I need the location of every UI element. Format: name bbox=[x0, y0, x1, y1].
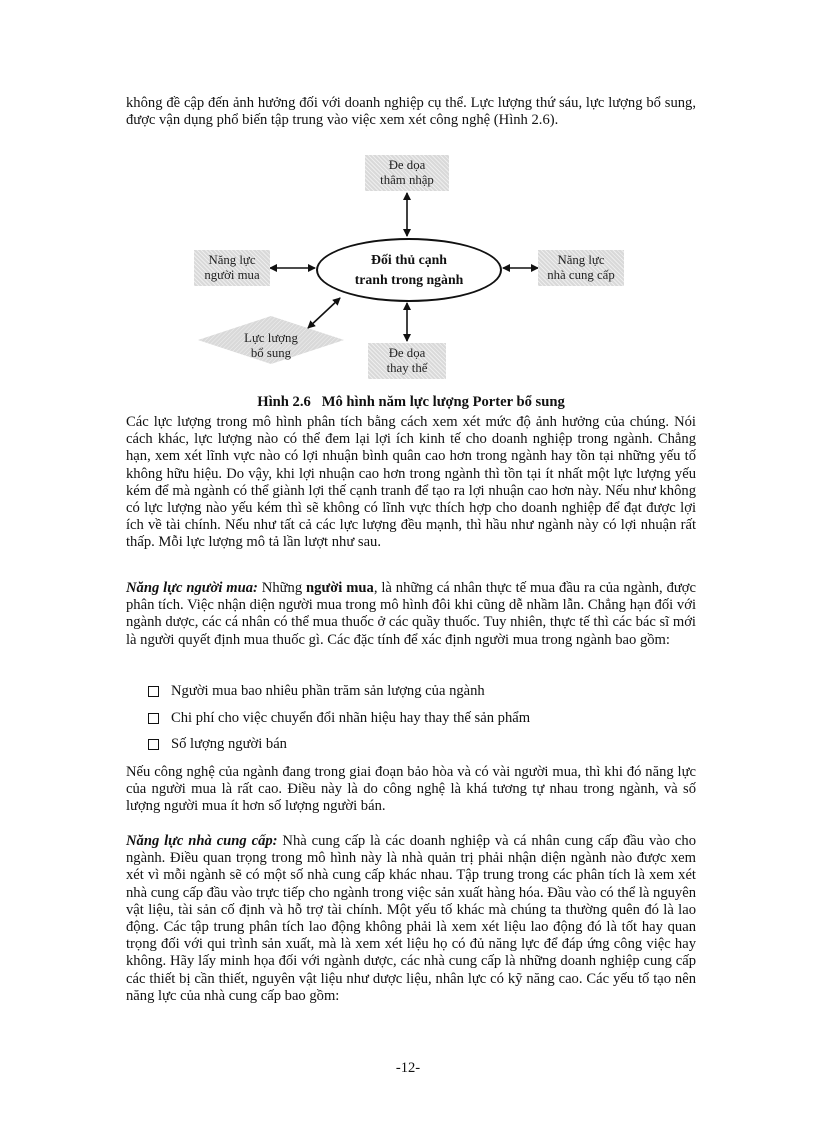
intro-paragraph: không đề cập đến ảnh hưởng đối với doanh nghiệp cụ thể. Lực lượng thứ sáu, lực lượng bổ sung, được vận dụng phổ biến tập trung vào việc xem xét công nghệ (Hình 2.6). bbox=[126, 95, 696, 129]
list-item bbox=[148, 683, 688, 700]
supplier-power-line1: Năng lực bbox=[557, 253, 605, 267]
list-item-text: Người mua bao nhiêu phần trăm sản lượng của ngành bbox=[171, 683, 485, 699]
buyer-power-paragraph bbox=[126, 580, 696, 649]
checkbox-bullet-icon bbox=[148, 713, 159, 724]
checkbox-bullet-icon bbox=[148, 739, 159, 750]
supplier-text: Nhà cung cấp là các doanh nghiệp và cá nhân cung cấp đầu vào cho ngành. Điều quan trọng trong mô hình này là nhà quản trị phải nhận diện ngành nào được xem xét vì mỗi ngành sẽ có một số nhà cung cấp khác nhau. Tập trung trong các phân tích là xem xét nhà cung cấp đầu vào trực tiếp cho ngành trong việc sản xuất hàng hóa. Đầu vào có thể là nguyên vật liệu, tài sản cố định và hỗ trợ tài chính. Một yếu tố khác mà chúng ta thường quên đó là lao động. Các tập trung phân tích lao động không phải là xem xét liệu lao động đó là tốt hay quan trọng đối với qui trình sản xuất, mà là xem xét liệu họ có đủ năng lực để đáp ứng công việc hay không. Hãy lấy minh họa đối với ngành dược, các nhà cung cấp là những doanh nghiệp cung cấp các thiết bị cần thiết, nguyên vật liệu như dược liệu, nhân lực có kỹ năng cao. Các yếu tố tạo nên năng lực của nhà cung cấp bao gồm: bbox=[126, 833, 696, 1004]
buyer-text-a: Những bbox=[257, 580, 307, 596]
page-number: -12- bbox=[395, 1060, 421, 1076]
forces-paragraph: Các lực lượng trong mô hình phân tích bằng cách xem xét mức độ ảnh hưởng của chúng. Nói cách khác, lực lượng nào có thể đem lại lợi ích kinh tế cho doanh nghiệp trong ngành. Chẳng hạn, xem xét lĩnh vực nào có lợi nhuận bình quân cao hơn trong ngành hay tồn tại những yếu tố không hữu hiệu. Do vậy, khi lợi nhuận cao hơn trong ngành thì tồn tại ít nhất một lực lượng yếu kém để mà ngành có thể giành lợi thế cạnh tranh để tạo ra lợi nhuận cao hơn này. Nếu như không có lực lượng nào yếu kém thì sẽ không có lĩnh vực thích hợp cho doanh nghiệp để đạt được lợi ích về tài chính. Nếu như tất cả các lực lượng đều mạnh, thì hầu như ngành này có lợi nhuận rất thấp. Mỗi lực lượng mô tả lần lượt như sau. bbox=[126, 414, 696, 551]
complementary-line2: bổ sung bbox=[250, 346, 292, 360]
buyer-power-term: Năng lực người mua: bbox=[126, 580, 258, 596]
list-item-text: Chi phí cho việc chuyển đổi nhãn hiệu hay thay thế sản phẩm bbox=[171, 710, 531, 726]
porter-five-forces-figure bbox=[126, 148, 696, 388]
buyer-power-line1: Năng lực bbox=[208, 253, 256, 267]
threat-substitute-line2: thay thế bbox=[386, 361, 428, 375]
list-item-text: Số lượng người bán bbox=[171, 736, 287, 752]
complementary-force-label bbox=[216, 331, 326, 361]
supplier-power-term: Năng lực nhà cung cấp: bbox=[126, 833, 278, 849]
arrow-diagonal bbox=[308, 298, 340, 328]
supplier-power-line2: nhà cung cấp bbox=[547, 268, 615, 282]
rivalry-line2: tranh trong ngành bbox=[354, 272, 464, 287]
buyer-power-box bbox=[194, 250, 270, 286]
threat-substitute-box bbox=[368, 343, 446, 379]
checkbox-bullet-icon bbox=[148, 686, 159, 697]
list-item bbox=[148, 710, 688, 727]
threat-substitute-line1: Đe dọa bbox=[388, 346, 426, 360]
rivalry-line1: Đối thủ cạnh bbox=[371, 252, 447, 267]
list-item bbox=[148, 736, 688, 753]
buyer-bold: người mua bbox=[306, 580, 374, 596]
buyer-power-line2: người mua bbox=[204, 268, 260, 282]
threat-entry-line1: Đe dọa bbox=[388, 158, 426, 172]
buyer-text-b: , là những cá nhân thực tế mua đầu ra của ngành, được phân tích. Việc nhận diện người mua trong mô hình đôi khi cũng dễ nhầm lẫn. Chẳng hạn đối với ngành dược, các cá nhân có thể mua thuốc ở các quầy thuốc. Tuy nhiên, thực tế thì các bác sĩ mới là người quyết định mua thuốc gì. Các đặc tính để xác định người mua trong ngành bao gồm: bbox=[126, 580, 697, 648]
supplier-power-paragraph bbox=[126, 833, 696, 1005]
threat-entry-line2: thâm nhập bbox=[380, 173, 434, 187]
supplier-power-box bbox=[538, 250, 624, 286]
complementary-line1: Lực lượng bbox=[244, 331, 298, 345]
industry-rivalry-oval bbox=[316, 238, 502, 302]
figure-caption: Hình 2.6 Mô hình năm lực lượng Porter bổ sung bbox=[257, 394, 565, 410]
saturation-paragraph: Nếu công nghệ của ngành đang trong giai đoạn bảo hòa và có vài người mua, thì khi đó năng lực của người mua là rất cao. Điều này là do công nghệ là khá tương tự nhau trong ngành, và số lượng người mua ít hơn số lượng người bán. bbox=[126, 764, 696, 815]
threat-entry-box bbox=[365, 155, 449, 191]
